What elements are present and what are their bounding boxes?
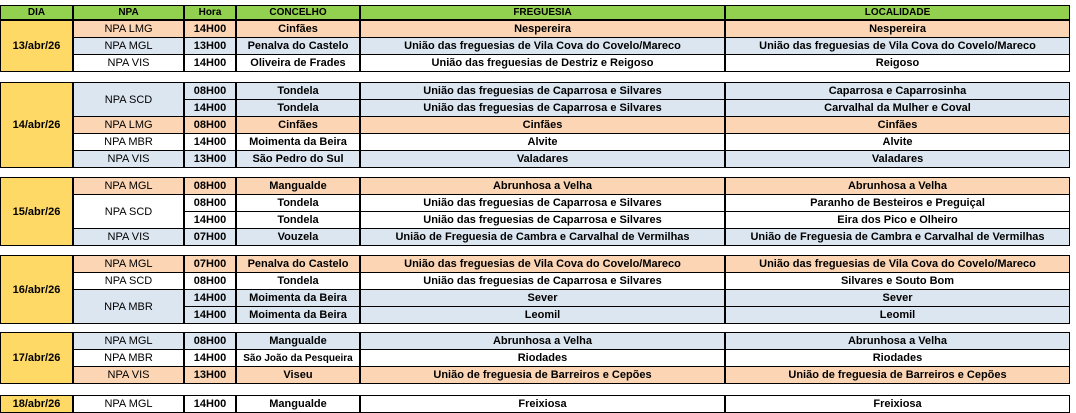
freguesia-cell: União das freguesias de Vila Cova do Covelo/Mareco (360, 37, 725, 55)
concelho-cell: Moimenta da Beira (236, 133, 360, 151)
concelho-cell: Cinfães (236, 116, 360, 134)
hora-cell: 14H00 (184, 20, 236, 38)
hora-cell: 13H00 (184, 37, 236, 55)
npa-cell: NPA MBR (73, 349, 184, 367)
header-npa: NPA (73, 5, 184, 20)
hora-cell: 14H00 (184, 211, 236, 229)
freguesia-cell: Sever (360, 289, 725, 307)
concelho-cell: Mangualde (236, 395, 360, 413)
header-concelho: CONCELHO (236, 5, 360, 20)
freguesia-cell: União das freguesias de Destriz e Reigoso (360, 54, 725, 72)
freguesia-cell: Valadares (360, 150, 725, 168)
npa-cell: NPA SCD (73, 272, 184, 290)
concelho-cell: Tondela (236, 211, 360, 229)
npa-cell: NPA SCD (73, 194, 184, 229)
concelho-cell: Vouzela (236, 228, 360, 246)
concelho-cell: Oliveira de Frades (236, 54, 360, 72)
localidade-cell: Abrunhosa a Velha (725, 332, 1070, 350)
npa-cell: NPA SCD (73, 82, 184, 117)
npa-cell: NPA VIS (73, 228, 184, 246)
freguesia-cell: União de Freguesia de Cambra e Carvalhal de Vermilhas (360, 228, 725, 246)
localidade-cell: Sever (725, 289, 1070, 307)
freguesia-cell: União das freguesias de Caparrosa e Silvares (360, 99, 725, 117)
concelho-cell: Tondela (236, 272, 360, 290)
day-cell: 18/abr/26 (0, 395, 73, 413)
localidade-cell: Carvalhal da Mulher e Coval (725, 99, 1070, 117)
hora-cell: 14H00 (184, 395, 236, 413)
localidade-cell: Reigoso (725, 54, 1070, 72)
concelho-cell: Cinfães (236, 20, 360, 38)
freguesia-cell: Riodades (360, 349, 725, 367)
day-cell: 14/abr/26 (0, 82, 73, 168)
localidade-cell: Nespereira (725, 20, 1070, 38)
hora-cell: 08H00 (184, 82, 236, 100)
hora-cell: 14H00 (184, 306, 236, 324)
freguesia-cell: Nespereira (360, 20, 725, 38)
concelho-cell: Tondela (236, 82, 360, 100)
day-cell: 17/abr/26 (0, 332, 73, 384)
header-localidade: LOCALIDADE (725, 5, 1070, 20)
hora-cell: 13H00 (184, 150, 236, 168)
concelho-cell: Viseu (236, 366, 360, 384)
hora-cell: 14H00 (184, 133, 236, 151)
localidade-cell: União de freguesia de Barreiros e Cepões (725, 366, 1070, 384)
concelho-cell: Mangualde (236, 177, 360, 195)
npa-cell: NPA MGL (73, 255, 184, 273)
localidade-cell: União das freguesias de Vila Cova do Covelo/Mareco (725, 37, 1070, 55)
freguesia-cell: União das freguesias de Caparrosa e Silvares (360, 82, 725, 100)
concelho-cell: Moimenta da Beira (236, 289, 360, 307)
header-hora: Hora (184, 5, 236, 20)
hora-cell: 14H00 (184, 289, 236, 307)
npa-cell: NPA VIS (73, 54, 184, 72)
localidade-cell: União de Freguesia de Cambra e Carvalhal de Vermilhas (725, 228, 1070, 246)
concelho-cell: São Pedro do Sul (236, 150, 360, 168)
localidade-cell: Alvite (725, 133, 1070, 151)
localidade-cell: Freixiosa (725, 395, 1070, 413)
freguesia-cell: Freixiosa (360, 395, 725, 413)
npa-cell: NPA MGL (73, 332, 184, 350)
hora-cell: 08H00 (184, 177, 236, 195)
header-dia: DIA (0, 5, 73, 20)
concelho-cell: Penalva do Castelo (236, 255, 360, 273)
npa-cell: NPA VIS (73, 150, 184, 168)
hora-cell: 13H00 (184, 366, 236, 384)
hora-cell: 14H00 (184, 99, 236, 117)
npa-cell: NPA MGL (73, 37, 184, 55)
localidade-cell: Cinfães (725, 116, 1070, 134)
localidade-cell: Paranho de Besteiros e Preguiçal (725, 194, 1070, 212)
npa-cell: NPA MGL (73, 395, 184, 413)
hora-cell: 08H00 (184, 332, 236, 350)
localidade-cell: Abrunhosa a Velha (725, 177, 1070, 195)
hora-cell: 07H00 (184, 228, 236, 246)
localidade-cell: Riodades (725, 349, 1070, 367)
npa-cell: NPA VIS (73, 366, 184, 384)
freguesia-cell: União de freguesia de Barreiros e Cepões (360, 366, 725, 384)
localidade-cell: União das freguesias de Vila Cova do Covelo/Mareco (725, 255, 1070, 273)
concelho-cell: Moimenta da Beira (236, 306, 360, 324)
concelho-cell: Mangualde (236, 332, 360, 350)
freguesia-cell: Abrunhosa a Velha (360, 332, 725, 350)
hora-cell: 07H00 (184, 255, 236, 273)
hora-cell: 08H00 (184, 272, 236, 290)
day-cell: 16/abr/26 (0, 255, 73, 324)
header-freguesia: FREGUESIA (360, 5, 725, 20)
freguesia-cell: União das freguesias de Caparrosa e Silvares (360, 211, 725, 229)
freguesia-cell: União das freguesias de Caparrosa e Silvares (360, 194, 725, 212)
freguesia-cell: Alvite (360, 133, 725, 151)
npa-cell: NPA MBR (73, 133, 184, 151)
freguesia-cell: Cinfães (360, 116, 725, 134)
day-cell: 13/abr/26 (0, 20, 73, 72)
npa-cell: NPA LMG (73, 20, 184, 38)
localidade-cell: Eira dos Pico e Olheiro (725, 211, 1070, 229)
npa-cell: NPA LMG (73, 116, 184, 134)
freguesia-cell: União das freguesias de Vila Cova do Covelo/Mareco (360, 255, 725, 273)
concelho-cell: São João da Pesqueira (236, 349, 360, 367)
localidade-cell: Valadares (725, 150, 1070, 168)
localidade-cell: Leomil (725, 306, 1070, 324)
hora-cell: 14H00 (184, 54, 236, 72)
localidade-cell: Silvares e Souto Bom (725, 272, 1070, 290)
freguesia-cell: Abrunhosa a Velha (360, 177, 725, 195)
localidade-cell: Caparrosa e Caparrosinha (725, 82, 1070, 100)
freguesia-cell: Leomil (360, 306, 725, 324)
concelho-cell: Tondela (236, 194, 360, 212)
concelho-cell: Tondela (236, 99, 360, 117)
concelho-cell: Penalva do Castelo (236, 37, 360, 55)
day-cell: 15/abr/26 (0, 177, 73, 246)
hora-cell: 08H00 (184, 116, 236, 134)
npa-cell: NPA MBR (73, 289, 184, 324)
hora-cell: 14H00 (184, 349, 236, 367)
hora-cell: 08H00 (184, 194, 236, 212)
npa-cell: NPA MGL (73, 177, 184, 195)
freguesia-cell: União das freguesias de Caparrosa e Silvares (360, 272, 725, 290)
